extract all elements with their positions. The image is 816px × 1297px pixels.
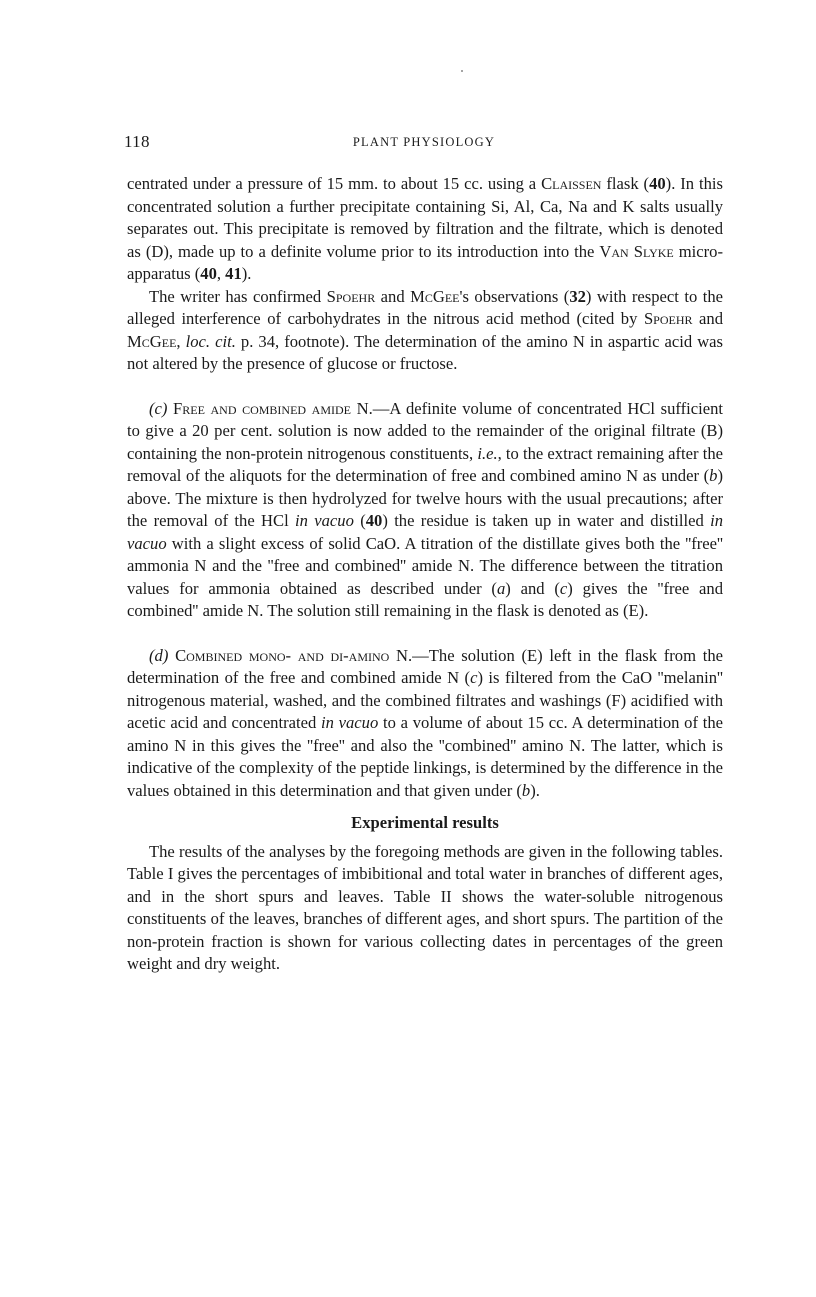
italic-term: in vacuo: [321, 713, 379, 732]
italic-term: i.e.: [477, 443, 498, 463]
citation-ref: 40: [649, 174, 666, 193]
subsection-title: Free and combined amide: [173, 398, 352, 418]
section-label: (d): [149, 645, 169, 665]
author-name: Spoehr: [326, 286, 376, 306]
citation-ref: 40: [200, 264, 217, 283]
citation-ref: 40: [365, 511, 383, 530]
italic-term: b: [709, 466, 718, 485]
section-heading: Experimental results: [351, 813, 499, 832]
italic-term: loc. cit.: [185, 331, 236, 351]
paragraph-free-combined-amide: (c) Free and combined amide N.—A definite volume of concentrated HCl sufficient to give a 20 per cent. solution is now added to the remainder of the original filtrate (B) containing the non-protein nitrogenous constituents, i.e., to the extract remaining after the removal of the aliquots for the determination of free and combined amino N as under (b) above. The mixture is then hydrolyzed for twelve hours with the usual precautions; after the removal of the HCl in vacuo (40) the residue is taken up in water and distilled in vacuo with a slight excess of solid CaO. A titration of the distillate gives both the ''free'' ammonia N and the ''free and combined'' amide N. The difference between the titration values for ammonia obtained as described under (a) and (c) gives the ''free and combined'' amide N. The solution still remaining in the flask is denoted as (E).: [127, 398, 724, 620]
italic-term: b: [521, 780, 531, 800]
journal-title: PLANT PHYSIOLOGY: [352, 135, 496, 149]
author-name: McGee: [410, 286, 460, 306]
paragraph-continuation: centrated under a pressure of 15 mm. to about 15 cc. using a Claissen flask (40). In this concentrated solution a further precipitate containing Si, Al, Ca, Na and K salts usually separates out. This precipitate is removed by filtration and the filtrate, which is denoted as (D), made up to a definite volume prior to its introduction into the Van Slyke micro-apparatus (40, 41).: [127, 174, 723, 283]
italic-term: a: [496, 578, 506, 598]
section-label: (c): [149, 398, 168, 418]
author-name: Claissen: [541, 174, 602, 193]
author-name: Spoehr: [643, 309, 693, 328]
italic-term: in vacuo: [127, 511, 724, 553]
paragraph-results: The results of the analyses by the foregoing methods are given in the following tables. Table I gives the percentages of imbibitional and total water in branches of different ages, and in the short spurs and leaves. Table II shows the water-soluble nitrogenous constituents of the leaves, branches of different ages, and short spurs. The partition of the non-protein fraction is shown for various collecting dates in percentages of the green weight and dry weight.: [127, 841, 723, 973]
running-head: [124, 132, 724, 154]
citation-ref: 41: [225, 264, 242, 283]
page-number: 118: [124, 132, 150, 151]
paragraph-confirmation: The writer has confirmed Spoehr and McGee's observations (32) with respect to the alleged interference of carbohydrates in the nitrous acid method (cited by Spoehr and McGee, loc. cit. p. 34, footnote). The determination of the amino N in aspartic acid was not altered by the presence of glucose or fructose.: [127, 286, 724, 373]
paragraph-combined-amino: (d) Combined mono- and di-amino N.—The solution (E) left in the flask from the determination of the free and combined amide N (c) is filtered from the CaO ''melanin'' nitrogenous material, washed, and the combined filtrates and washings (F) acidified with acetic acid and concentrated in vacuo to a volume of about 15 cc. A determination of the amino N in this gives the ''free'' and also the ''combined'' amino N. The latter, which is indicative of the complexity of the peptide linkings, is determined by the difference in the values obtained in this determination and that given under (b).: [127, 645, 724, 800]
author-name: Van Slyke: [599, 241, 674, 261]
citation-ref: 32: [569, 286, 586, 306]
page-speck: [461, 70, 463, 72]
author-name: McGee: [127, 331, 177, 351]
page-body: [127, 173, 723, 976]
italic-term: in vacuo: [295, 511, 354, 530]
italic-term: c: [470, 668, 478, 687]
subsection-title: Combined mono- and di-amino: [175, 645, 390, 665]
italic-term: c: [559, 578, 568, 598]
